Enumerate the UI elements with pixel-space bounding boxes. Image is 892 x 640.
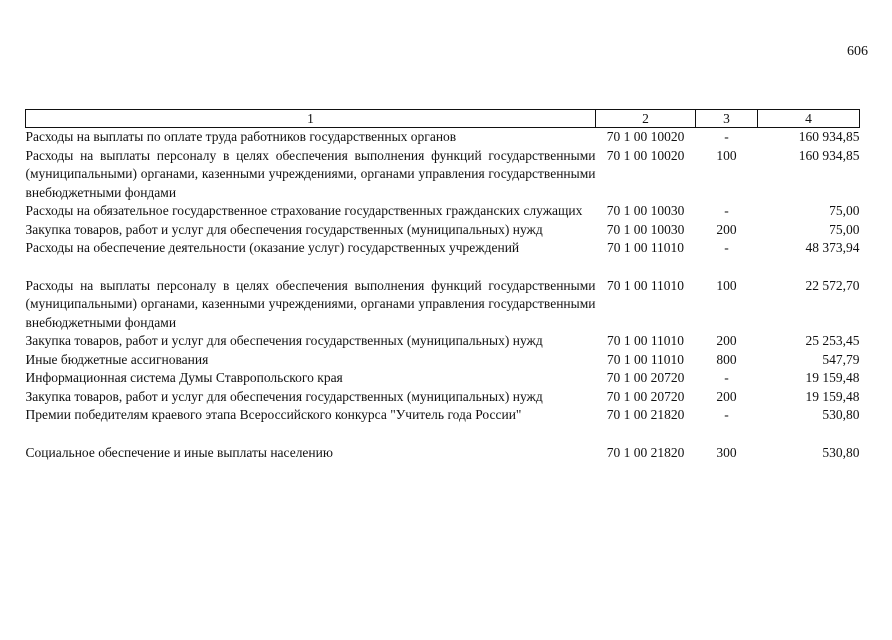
row-type: 300	[716, 444, 737, 460]
table-row	[26, 239, 860, 277]
row-type: 100	[716, 277, 737, 293]
row-type: -	[724, 240, 729, 255]
row-code: 70 1 00 20720	[606, 370, 685, 385]
row-type: 200	[716, 333, 737, 348]
row-type: 100	[716, 147, 737, 163]
row-amount: 75,00	[829, 203, 860, 218]
table-row	[26, 332, 860, 351]
row-type: -	[724, 370, 729, 385]
row-code: 70 1 00 11010	[606, 333, 685, 348]
row-name: Расходы на выплаты по оплате труда работников государственных органов	[25, 129, 457, 144]
row-name: Закупка товаров, работ и услуг для обеспечения государственных (муниципальных) нужд	[25, 221, 543, 237]
row-code: 70 1 00 10020	[606, 147, 685, 163]
row-code: 70 1 00 10030	[606, 203, 685, 218]
row-amount: 530,80	[822, 407, 860, 422]
row-type: -	[724, 203, 729, 218]
table-row	[26, 369, 860, 388]
row-type: 200	[716, 388, 737, 404]
header-row	[26, 110, 860, 128]
row-amount: 530,80	[822, 444, 860, 460]
row-name: Закупка товаров, работ и услуг для обеспечения государственных (муниципальных) нужд	[25, 388, 543, 404]
row-type: 800	[716, 351, 737, 367]
row-type: 200	[716, 221, 737, 237]
table-row	[26, 147, 860, 203]
table-row	[26, 277, 860, 333]
table-row	[26, 221, 860, 240]
row-name: Премии победителям краевого этапа Всероссийского конкурса "Учитель года России"	[25, 407, 522, 422]
row-amount: 547,79	[822, 351, 860, 367]
header-col-3: 3	[696, 110, 758, 128]
row-type: -	[724, 407, 729, 422]
row-name: Иные бюджетные ассигнования	[25, 351, 209, 367]
header-col-2: 2	[596, 110, 696, 128]
table-row	[26, 388, 860, 407]
table-row	[26, 444, 860, 463]
table-row	[26, 351, 860, 370]
table-row	[26, 202, 860, 221]
row-amount: 160 934,85	[798, 129, 860, 144]
row-code: 70 1 00 21820	[606, 407, 685, 422]
row-amount: 75,00	[829, 221, 860, 237]
row-code: 70 1 00 20720	[606, 388, 685, 404]
header-col-1: 1	[26, 110, 596, 128]
row-amount: 25 253,45	[805, 333, 860, 348]
table-row	[26, 128, 860, 147]
row-amount: 160 934,85	[798, 147, 860, 163]
row-amount: 19 159,48	[805, 370, 860, 385]
row-code: 70 1 00 21820	[606, 444, 685, 460]
row-name: Расходы на выплаты персоналу в целях обеспечения выполнения функций государственными (муниципальными) органами, казенными учреждениями, органами управления государственными внебюджетными фондами	[25, 277, 596, 330]
row-name: Расходы на обязательное государственное страхование государственных гражданских служащих	[25, 203, 583, 218]
row-code: 70 1 00 10020	[606, 129, 685, 144]
header-col-4: 4	[758, 110, 860, 128]
row-type: -	[724, 129, 729, 144]
row-code: 70 1 00 11010	[606, 277, 685, 293]
page-number: 606	[847, 44, 868, 59]
row-code: 70 1 00 11010	[606, 240, 685, 255]
row-amount: 22 572,70	[805, 277, 860, 293]
row-code: 70 1 00 11010	[606, 351, 685, 367]
row-name: Закупка товаров, работ и услуг для обеспечения государственных (муниципальных) нужд	[25, 333, 543, 348]
row-code: 70 1 00 10030	[606, 221, 685, 237]
row-name: Расходы на выплаты персоналу в целях обеспечения выполнения функций государственными (муниципальными) органами, казенными учреждениями, органами управления государственными внебюджетными фондами	[25, 147, 596, 200]
table-row	[26, 406, 860, 444]
row-name: Информационная система Думы Ставропольского края	[25, 370, 343, 385]
row-amount: 19 159,48	[805, 388, 860, 404]
row-amount: 48 373,94	[805, 240, 860, 255]
budget-table	[25, 109, 860, 462]
row-name: Расходы на обеспечение деятельности (оказание услуг) государственных учреждений	[25, 240, 520, 255]
row-name: Социальное обеспечение и иные выплаты населению	[25, 444, 333, 460]
